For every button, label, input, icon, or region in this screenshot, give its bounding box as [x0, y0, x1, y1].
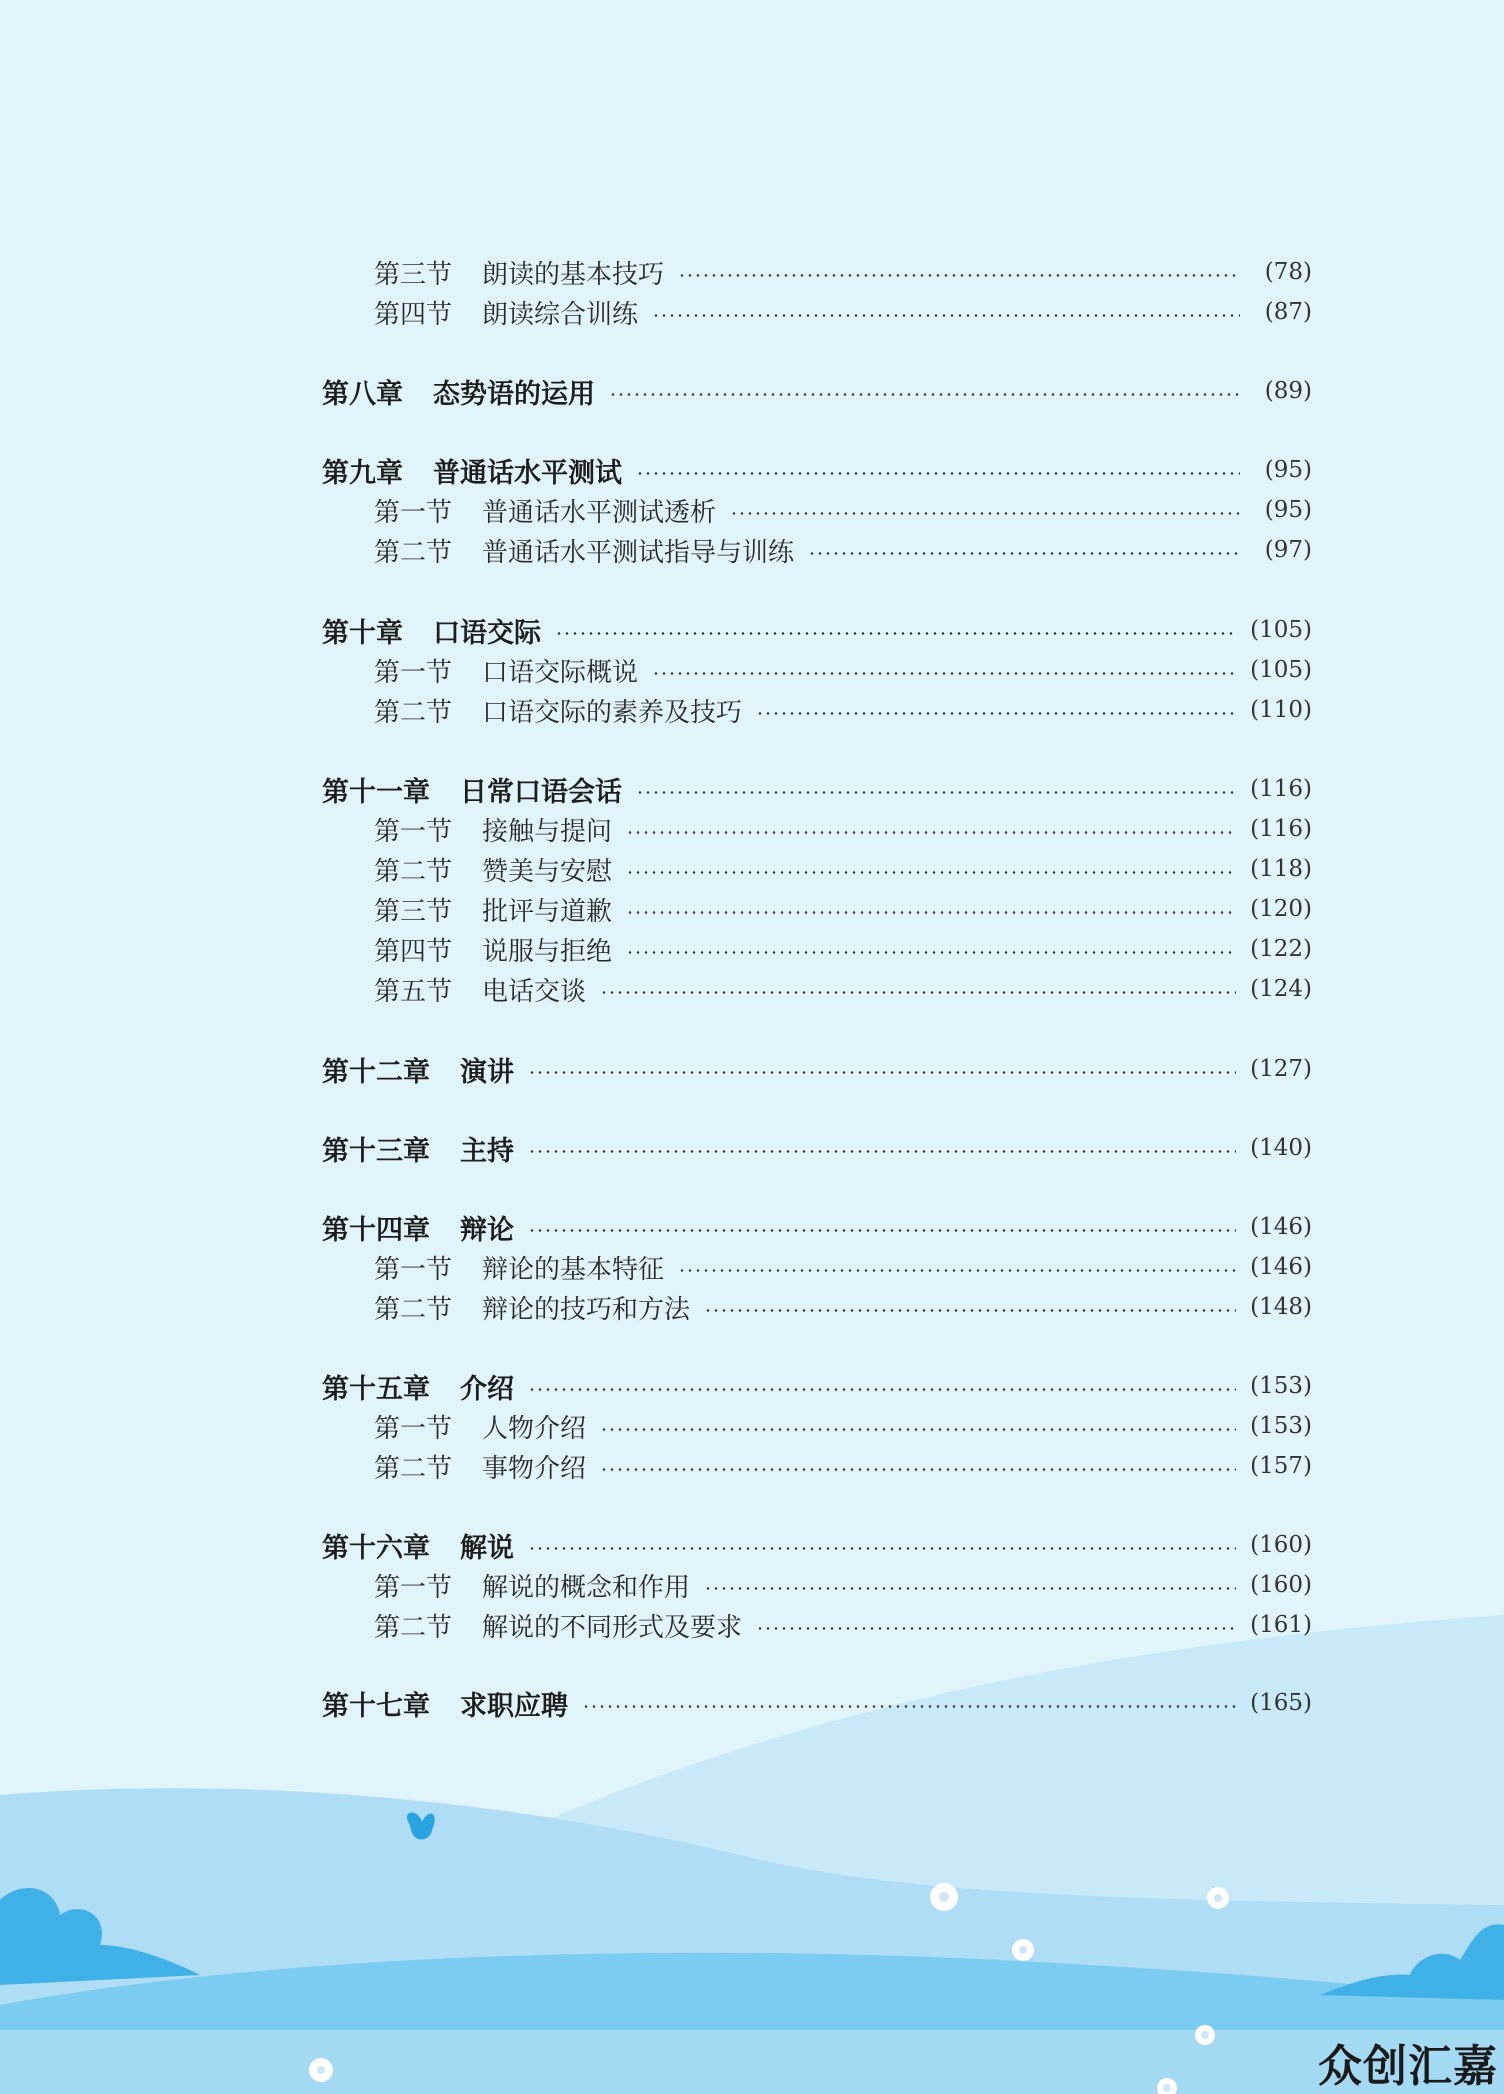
- toc-section-row: [374, 809, 1312, 849]
- leader-dots: [652, 672, 1236, 675]
- page-number: (124): [1250, 976, 1312, 1002]
- leader-dots: [756, 712, 1236, 715]
- toc-section-row: [374, 690, 1312, 730]
- chapter-title: 主持: [460, 1135, 514, 1167]
- page-number: (157): [1250, 1453, 1312, 1479]
- section-number: 第二节: [374, 1294, 453, 1325]
- leader-dots: [808, 552, 1240, 555]
- chapter-number: 第十二章: [322, 1056, 430, 1088]
- page-number: (146): [1250, 1214, 1312, 1240]
- section-title: 辩论的基本特征: [482, 1254, 665, 1285]
- chapter-number: 第十章: [322, 617, 403, 649]
- section-number: 第三节: [374, 259, 453, 290]
- section-title: 朗读的基本技巧: [482, 259, 665, 290]
- section-title: 电话交谈: [482, 976, 587, 1007]
- toc-section-row: [374, 1287, 1312, 1327]
- page-number: (95): [1264, 457, 1312, 483]
- page-number: (105): [1250, 657, 1312, 683]
- page-number: (78): [1264, 259, 1312, 285]
- page-number: (153): [1250, 1413, 1312, 1439]
- leader-dots: [528, 1547, 1236, 1550]
- leader-dots: [626, 911, 1236, 914]
- toc-chapter-row: [322, 1525, 1312, 1565]
- toc-chapter-row: [322, 450, 1312, 490]
- page-number: (105): [1250, 617, 1312, 643]
- chapter-title: 态势语的运用: [433, 378, 595, 410]
- page-number: (89): [1264, 378, 1312, 404]
- leader-dots: [582, 1705, 1236, 1708]
- leader-dots: [636, 791, 1236, 794]
- page-number: (165): [1250, 1690, 1312, 1716]
- page-number: (161): [1250, 1612, 1312, 1638]
- toc-section-row: [374, 1605, 1312, 1645]
- page-number: (116): [1250, 816, 1312, 842]
- page-number: (87): [1264, 299, 1312, 325]
- chapter-number: 第十一章: [322, 776, 430, 808]
- section-title: 解说的不同形式及要求: [482, 1612, 743, 1643]
- section-number: 第一节: [374, 1413, 453, 1444]
- leader-dots: [626, 831, 1236, 834]
- chapter-title: 日常口语会话: [460, 776, 622, 808]
- section-title: 批评与道歉: [482, 896, 613, 927]
- chapter-number: 第十五章: [322, 1373, 430, 1405]
- toc-chapter-row: [322, 1683, 1312, 1723]
- section-number: 第一节: [374, 816, 453, 847]
- leader-dots: [609, 393, 1240, 396]
- toc-chapter-row: [322, 1128, 1312, 1168]
- leader-dots: [600, 1468, 1236, 1471]
- toc-section-row: [374, 969, 1312, 1009]
- section-number: 第一节: [374, 657, 453, 688]
- leader-dots: [652, 314, 1240, 317]
- section-number: 第一节: [374, 497, 453, 528]
- page-number: (110): [1250, 697, 1312, 723]
- section-number: 第三节: [374, 896, 453, 927]
- page-number: (116): [1250, 776, 1312, 802]
- toc-section-row: [374, 889, 1312, 929]
- chapter-title: 普通话水平测试: [433, 457, 622, 489]
- leader-dots: [600, 991, 1236, 994]
- toc-chapter-row: [322, 1207, 1312, 1247]
- chapter-title: 辩论: [460, 1214, 514, 1246]
- chapter-number: 第十三章: [322, 1135, 430, 1167]
- page-number: (97): [1264, 537, 1312, 563]
- toc-section-row: [374, 1565, 1312, 1605]
- leader-dots: [528, 1150, 1236, 1153]
- chapter-title: 解说: [460, 1532, 514, 1564]
- toc-chapter-row: [322, 769, 1312, 809]
- section-number: 第五节: [374, 976, 453, 1007]
- toc-section-row: [374, 292, 1312, 332]
- chapter-title: 演讲: [460, 1056, 514, 1088]
- section-number: 第一节: [374, 1254, 453, 1285]
- watermark-logo: 众创汇嘉: [1318, 2041, 1498, 2092]
- page-number: (127): [1250, 1056, 1312, 1082]
- toc-section-row: [374, 490, 1312, 530]
- chapter-number: 第十六章: [322, 1532, 430, 1564]
- ground-strip: [0, 2030, 1504, 2094]
- leader-dots: [678, 1269, 1236, 1272]
- page-number: (160): [1250, 1532, 1312, 1558]
- leader-dots: [555, 632, 1236, 635]
- leader-dots: [626, 871, 1236, 874]
- section-title: 解说的概念和作用: [482, 1572, 691, 1603]
- toc-section-row: [374, 849, 1312, 889]
- page-number: (153): [1250, 1373, 1312, 1399]
- section-title: 口语交际概说: [482, 657, 639, 688]
- section-title: 普通话水平测试透析: [482, 497, 717, 528]
- toc-section-row: [374, 252, 1312, 292]
- chapter-number: 第九章: [322, 457, 403, 489]
- toc-chapter-row: [322, 610, 1312, 650]
- leader-dots: [756, 1627, 1236, 1630]
- toc-section-row: [374, 650, 1312, 690]
- leader-dots: [730, 512, 1240, 515]
- chapter-title: 口语交际: [433, 617, 541, 649]
- chapter-number: 第十四章: [322, 1214, 430, 1246]
- section-number: 第二节: [374, 697, 453, 728]
- toc-section-row: [374, 929, 1312, 969]
- section-title: 普通话水平测试指导与训练: [482, 537, 795, 568]
- leader-dots: [704, 1309, 1236, 1312]
- toc-section-row: [374, 530, 1312, 570]
- toc-chapter-row: [322, 371, 1312, 411]
- section-title: 事物介绍: [482, 1453, 587, 1484]
- chapter-title: 介绍: [460, 1373, 514, 1405]
- leader-dots: [528, 1388, 1236, 1391]
- section-title: 人物介绍: [482, 1413, 587, 1444]
- page-number: (95): [1264, 497, 1312, 523]
- page-number: (140): [1250, 1135, 1312, 1161]
- leader-dots: [528, 1229, 1236, 1232]
- section-number: 第四节: [374, 299, 453, 330]
- section-number: 第四节: [374, 936, 453, 967]
- section-title: 朗读综合训练: [482, 299, 639, 330]
- section-number: 第二节: [374, 856, 453, 887]
- chapter-number: 第十七章: [322, 1690, 430, 1722]
- toc-section-row: [374, 1446, 1312, 1486]
- page-number: (160): [1250, 1572, 1312, 1598]
- section-number: 第二节: [374, 1453, 453, 1484]
- leader-dots: [528, 1071, 1236, 1074]
- section-number: 第二节: [374, 537, 453, 568]
- leader-dots: [636, 472, 1240, 475]
- page-number: (120): [1250, 896, 1312, 922]
- leader-dots: [704, 1587, 1236, 1590]
- section-title: 口语交际的素养及技巧: [482, 697, 743, 728]
- toc-section-row: [374, 1406, 1312, 1446]
- leader-dots: [678, 274, 1240, 277]
- section-title: 赞美与安慰: [482, 856, 613, 887]
- page-number: (122): [1250, 936, 1312, 962]
- section-title: 辩论的技巧和方法: [482, 1294, 691, 1325]
- leader-dots: [626, 951, 1236, 954]
- chapter-number: 第八章: [322, 378, 403, 410]
- section-title: 说服与拒绝: [482, 936, 613, 967]
- section-number: 第一节: [374, 1572, 453, 1603]
- leader-dots: [600, 1428, 1236, 1431]
- chapter-title: 求职应聘: [460, 1690, 568, 1722]
- section-title: 接触与提问: [482, 816, 613, 847]
- toc-chapter-row: [322, 1366, 1312, 1406]
- toc-chapter-row: [322, 1049, 1312, 1089]
- page-number: (118): [1250, 856, 1312, 882]
- page-number: (146): [1250, 1254, 1312, 1280]
- section-number: 第二节: [374, 1612, 453, 1643]
- toc-section-row: [374, 1247, 1312, 1287]
- page-number: (148): [1250, 1294, 1312, 1320]
